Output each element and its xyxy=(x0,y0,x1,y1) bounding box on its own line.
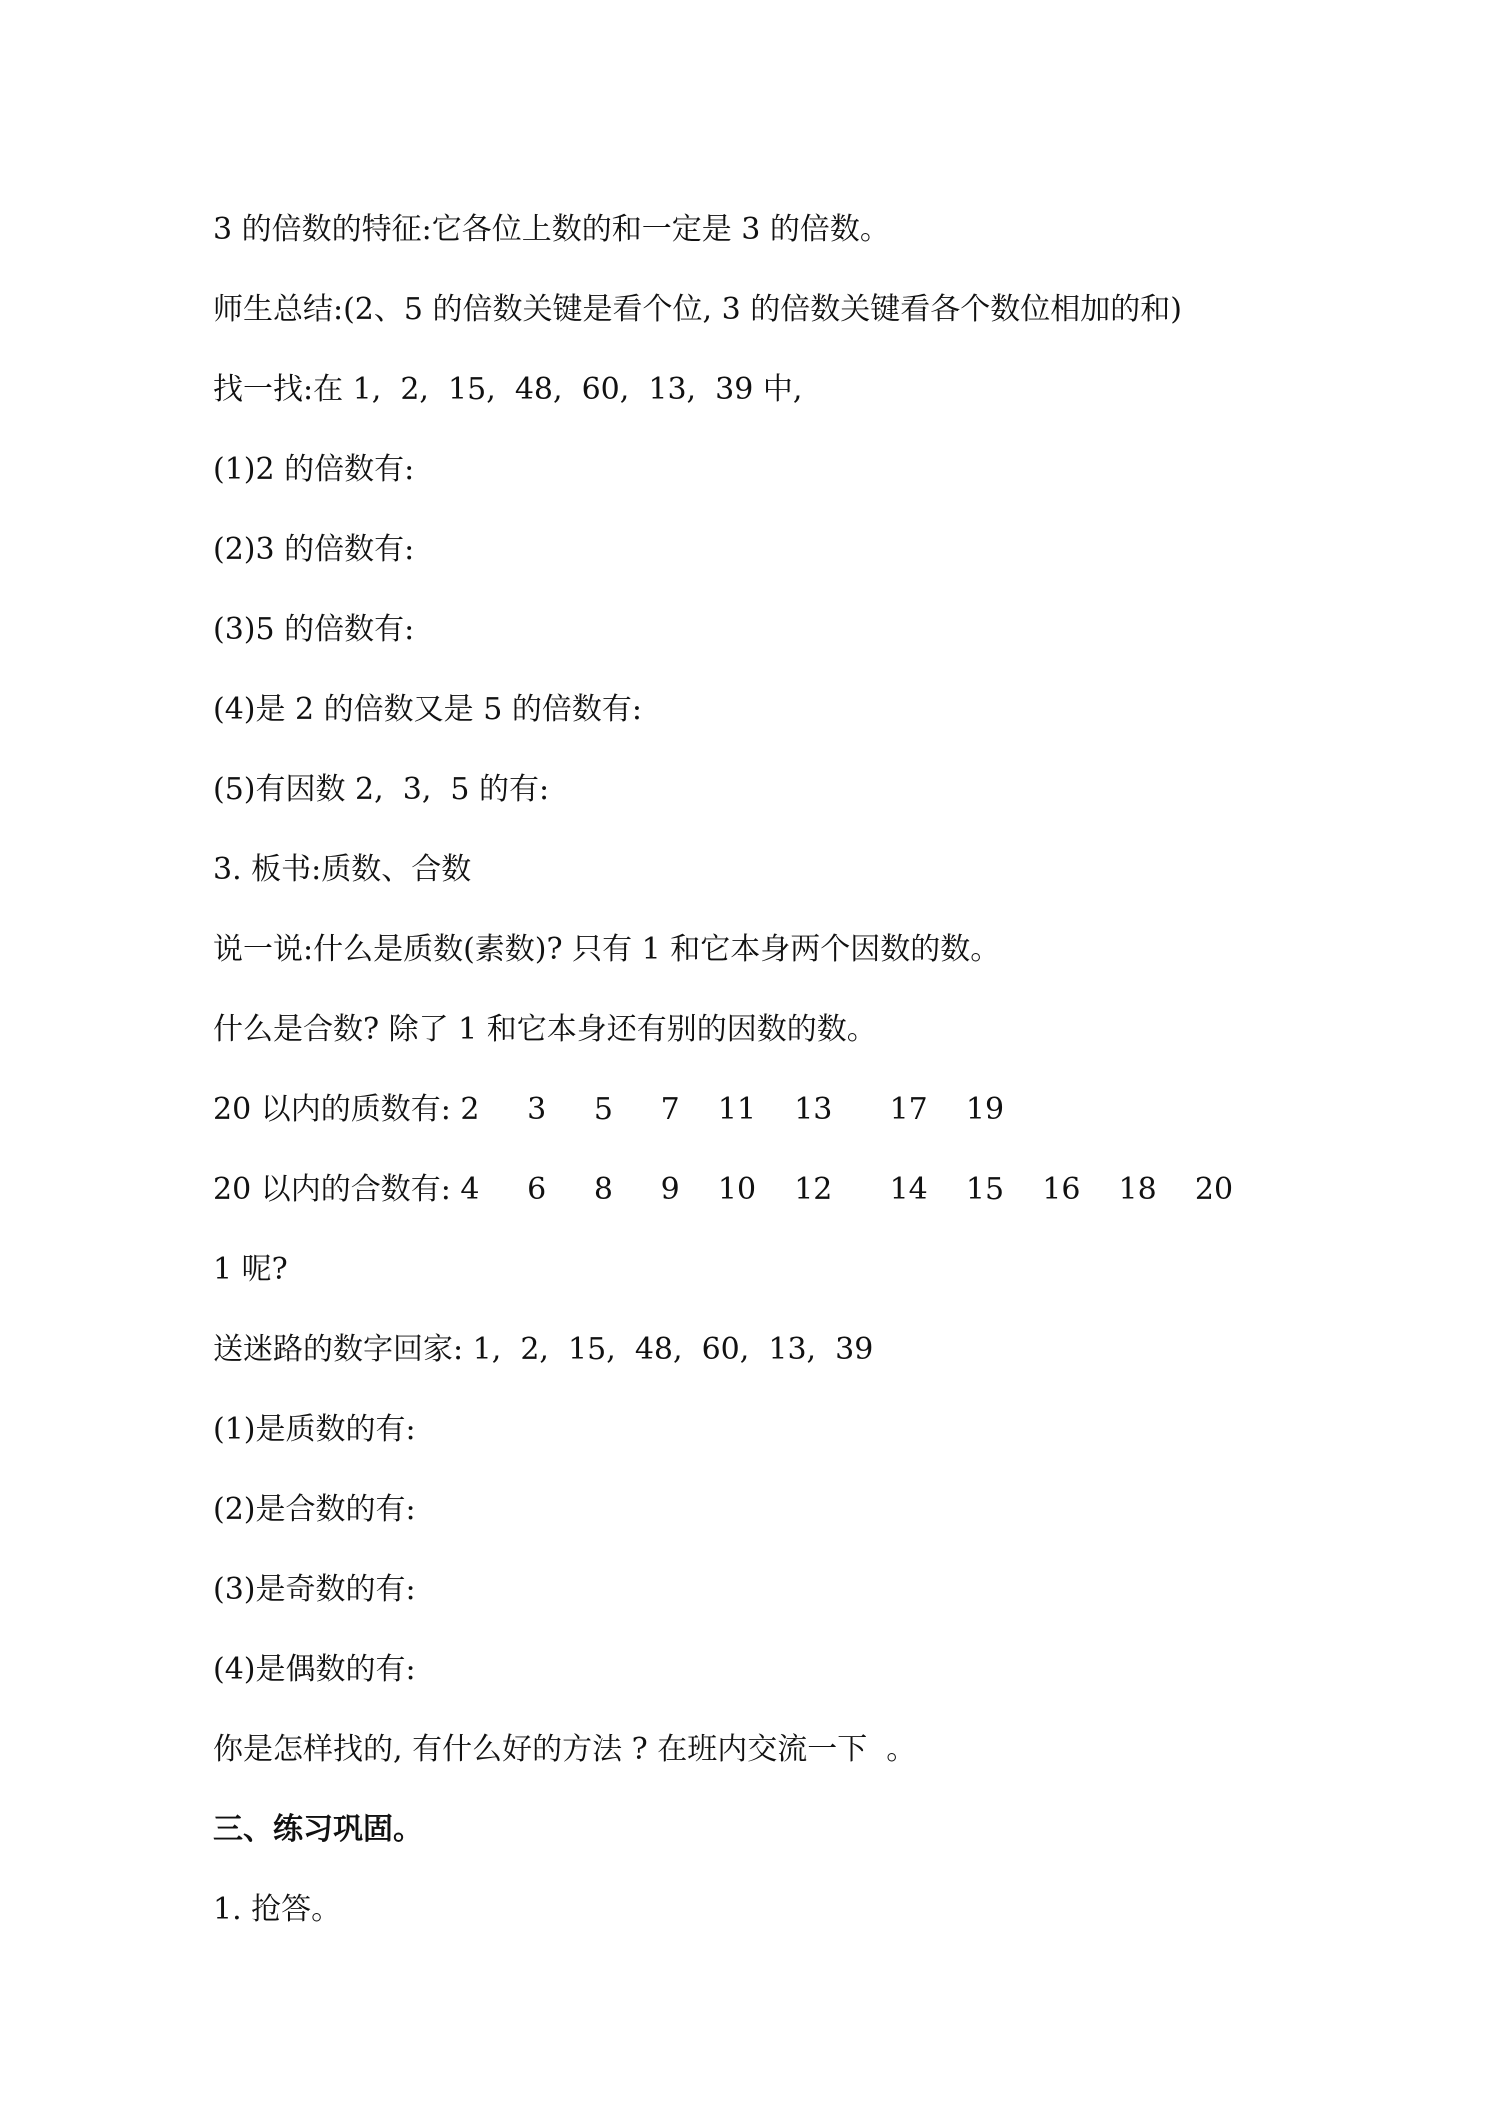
text-line: (3)是奇数的有: xyxy=(213,1572,416,1607)
text-line: (4)是偶数的有: xyxy=(213,1652,416,1687)
section-heading-bold: 三、练习巩固。 xyxy=(213,1812,423,1847)
composite-list-line: 20 以内的合数有: 4 6 8 9 10 12 14 15 16 18 20 xyxy=(213,1172,1234,1207)
text-line: (2)是合数的有: xyxy=(213,1492,416,1527)
prime-list-line: 20 以内的质数有: 2 3 5 7 11 13 17 19 xyxy=(213,1092,1005,1127)
text-line: 师生总结:(2、5 的倍数关键是看个位, 3 的倍数关键看各个数位相加的和) xyxy=(213,292,1182,327)
text-line: 送迷路的数字回家: 1, 2, 15, 48, 60, 13, 39 xyxy=(213,1332,874,1367)
text-line: (1)2 的倍数有: xyxy=(213,452,415,487)
text-line: 你是怎样找的, 有什么好的方法 ? 在班内交流一下 。 xyxy=(213,1732,917,1767)
text-line: (2)3 的倍数有: xyxy=(213,532,415,567)
text-line: (5)有因数 2, 3, 5 的有: xyxy=(213,772,550,807)
section-heading: 3. 板书:质数、合数 xyxy=(213,852,472,887)
text-line: 1 呢? xyxy=(213,1252,288,1287)
text-line: 说一说:什么是质数(素数)? 只有 1 和它本身两个因数的数。 xyxy=(213,932,1001,967)
text-line: 1. 抢答。 xyxy=(213,1892,342,1927)
text-line: (4)是 2 的倍数又是 5 的倍数有: xyxy=(213,692,642,727)
text-line: 3 的倍数的特征:它各位上数的和一定是 3 的倍数。 xyxy=(213,212,890,247)
text-line: (1)是质数的有: xyxy=(213,1412,416,1447)
text-line: 什么是合数? 除了 1 和它本身还有别的因数的数。 xyxy=(213,1012,877,1047)
text-line: 找一找:在 1, 2, 15, 48, 60, 13, 39 中, xyxy=(213,372,803,407)
text-line: (3)5 的倍数有: xyxy=(213,612,415,647)
